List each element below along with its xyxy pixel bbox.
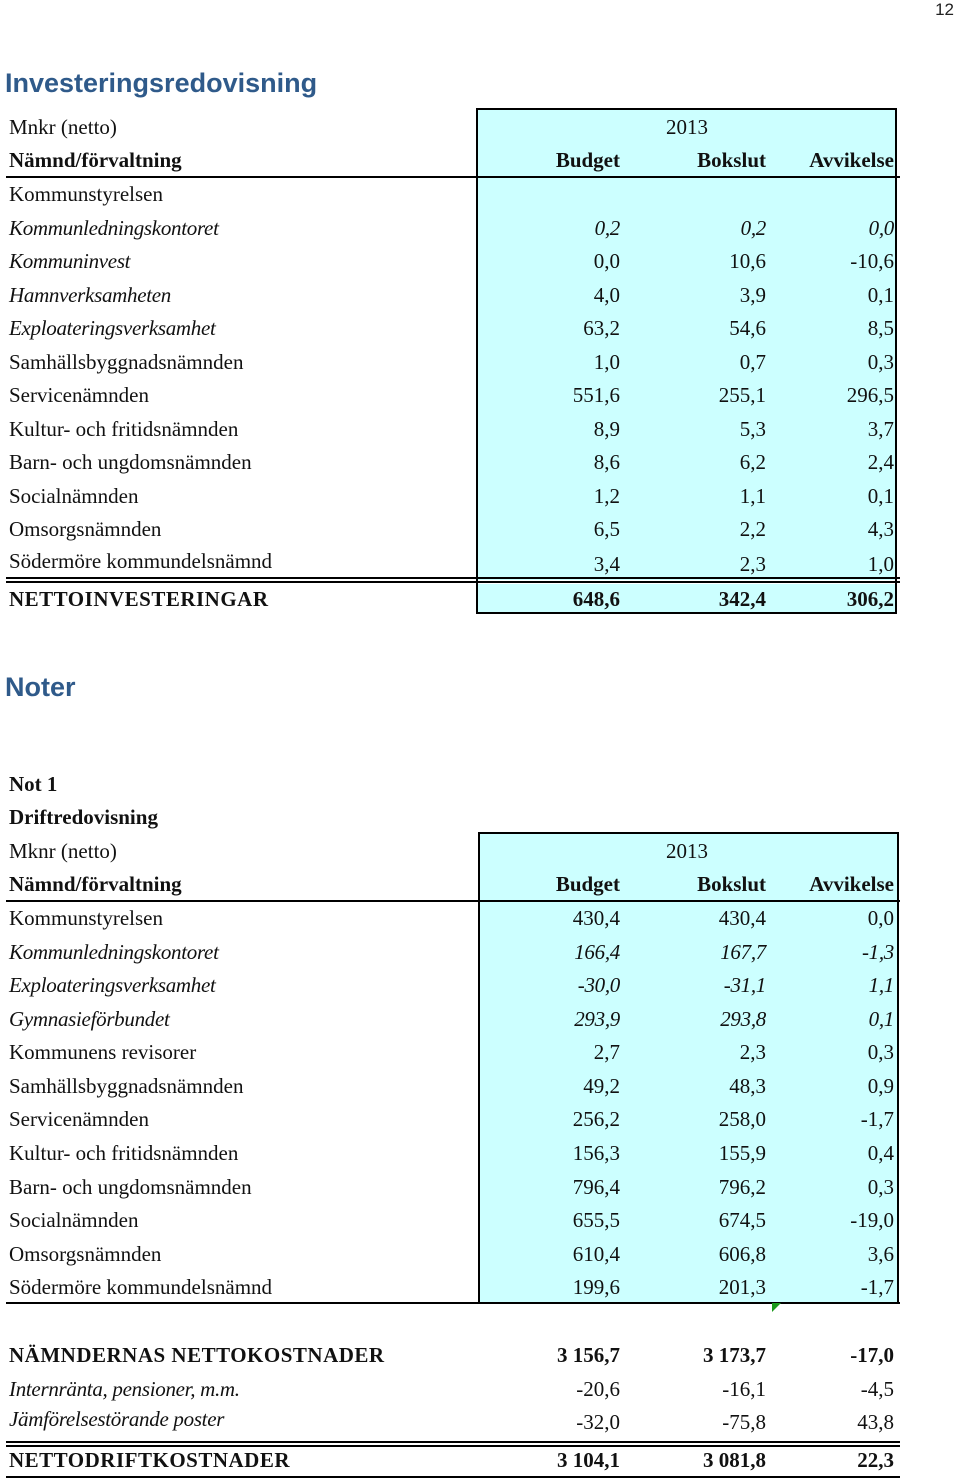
table-row: Södermöre kommundelsnämnd 3,4 2,3 1,0	[9, 549, 894, 576]
investment-header-row	[0, 143, 900, 177]
column-header-avvikelse: Avvikelse	[809, 872, 894, 896]
note-title: Not 1	[9, 772, 58, 796]
table-row: Exploateringsverksamhet -30,0 -31,1 1,1	[9, 973, 894, 997]
investment-unit-row	[0, 110, 900, 144]
column-header-bokslut: Bokslut	[697, 148, 766, 172]
table-row: Kultur- och fritidsnämnden 8,9 5,3 3,7	[9, 417, 894, 441]
note-subtitle: Driftredovisning	[9, 805, 158, 829]
table-row: Samhällsbyggnadsnämnden 1,0 0,7 0,3	[9, 350, 894, 374]
year-label: 2013	[666, 839, 708, 863]
operating-header-row	[0, 867, 900, 901]
column-header-avvikelse: Avvikelse	[809, 148, 894, 172]
table-row: Kommunens revisorer 2,7 2,3 0,3	[9, 1040, 894, 1064]
table-row: Kultur- och fritidsnämnden 156,3 155,9 0,4	[9, 1141, 894, 1165]
table-row: Internränta, pensioner, m.m. -20,6 -16,1 -4,5	[9, 1377, 894, 1401]
note-subtitle-row	[0, 800, 900, 834]
table-row: Södermöre kommundelsnämnd 199,6 201,3 -1,7	[9, 1275, 894, 1299]
column-header-budget: Budget	[555, 148, 620, 172]
subtotal-row: NÄMNDERNAS NETTOKOSTNADER 3 156,7 3 173,7 -17,0	[9, 1343, 894, 1367]
table-row: Kommunledningskontoret 166,4 167,7 -1,3	[9, 940, 894, 964]
comment-marker	[772, 1303, 781, 1312]
operating-total-row: NETTODRIFTKOSTNADER 3 104,1 3 081,8 22,3	[9, 1448, 894, 1472]
column-header-bokslut: Bokslut	[697, 872, 766, 896]
table-row: Socialnämnden 655,5 674,5 -19,0	[9, 1208, 894, 1232]
table-row: Barn- och ungdomsnämnden 796,4 796,2 0,3	[9, 1175, 894, 1199]
table-row: Jämförelsestörande poster -32,0 -75,8 43,8	[9, 1407, 894, 1434]
table-row: Kommunstyrelsen	[9, 182, 163, 206]
table-row: Kommunledningskontoret 0,2 0,2 0,0	[9, 216, 894, 240]
operating-unit-row	[0, 834, 900, 868]
page-number: 12	[935, 0, 954, 19]
investment-total-row: NETTOINVESTERINGAR 648,6 342,4 306,2	[9, 587, 894, 611]
table-row: Servicenämnden 551,6 255,1 296,5	[9, 383, 894, 407]
column-header-budget: Budget	[555, 872, 620, 896]
table-row: Kommunstyrelsen 430,4 430,4 0,0	[9, 906, 894, 930]
notes-heading: Noter	[5, 672, 76, 702]
table-row: Omsorgsnämnden 610,4 606,8 3,6	[9, 1242, 894, 1266]
table-row: Hamnverksamheten 4,0 3,9 0,1	[9, 283, 894, 307]
table-row: Gymnasieförbundet 293,9 293,8 0,1	[9, 1007, 894, 1031]
table-row: Kommuninvest 0,0 10,6 -10,6	[9, 249, 894, 273]
table-row: Exploateringsverksamhet 63,2 54,6 8,5	[9, 316, 894, 340]
unit-label: Mnkr (netto)	[9, 115, 117, 139]
column-header-name: Nämnd/förvaltning	[9, 148, 182, 172]
table-row: Omsorgsnämnden 6,5 2,2 4,3	[9, 517, 894, 541]
column-header-name: Nämnd/förvaltning	[9, 872, 182, 896]
table-row: Samhällsbyggnadsnämnden 49,2 48,3 0,9	[9, 1074, 894, 1098]
unit-label: Mknr (netto)	[9, 839, 117, 863]
year-label: 2013	[666, 115, 708, 139]
table-row: Servicenämnden 256,2 258,0 -1,7	[9, 1107, 894, 1131]
table-row: Socialnämnden 1,2 1,1 0,1	[9, 484, 894, 508]
note-title-row	[0, 767, 900, 801]
investment-heading: Investeringsredovisning	[5, 68, 318, 98]
table-row: Barn- och ungdomsnämnden 8,6 6,2 2,4	[9, 450, 894, 474]
